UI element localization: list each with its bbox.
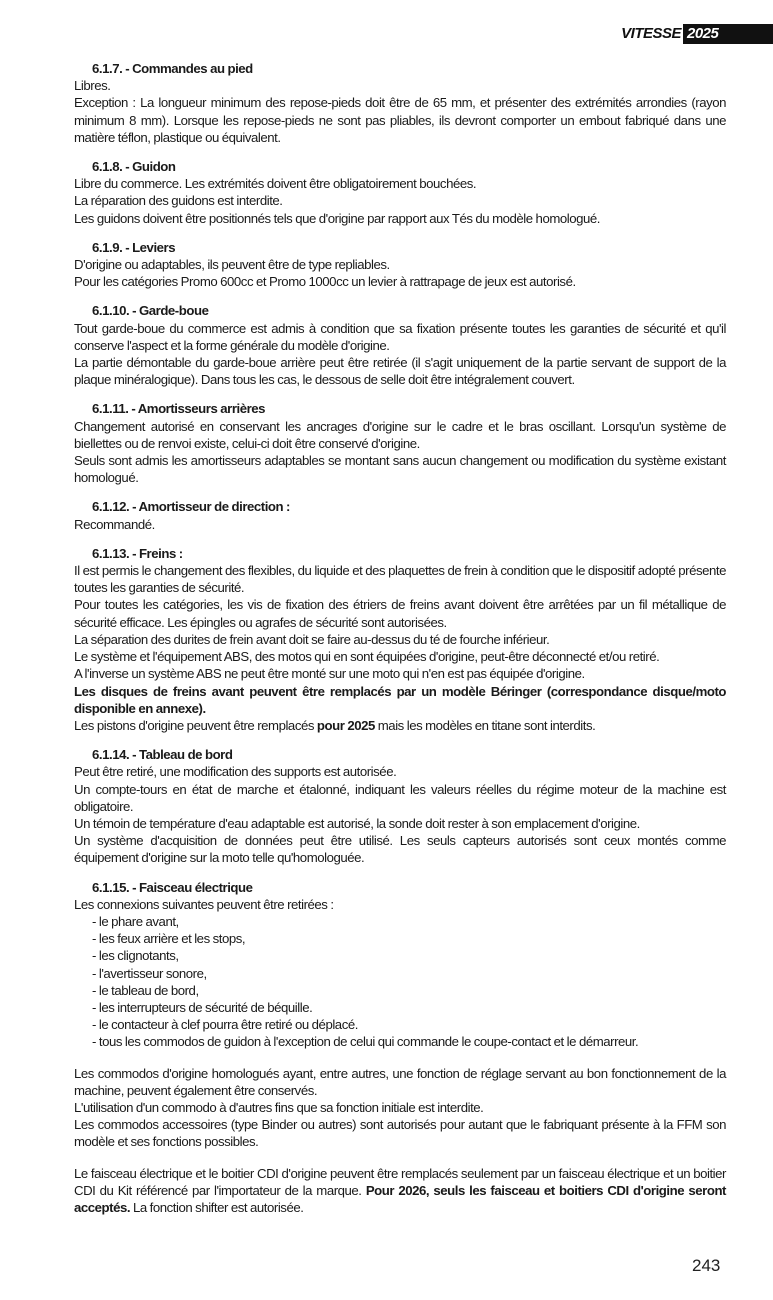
text-run: mais les modèles en titane sont interdits. xyxy=(374,717,596,733)
list-item: - les clignotants, xyxy=(92,948,179,964)
paragraph: Peut être retiré, une modification des supports est autorisée. xyxy=(74,764,397,780)
paragraph: Tout garde-boue du commerce est admis à condition que sa fixation présente toutes les garanties de sécurité et qu'il conserve l'aspect et la forme générale du modèle d'origine. xyxy=(74,320,726,353)
paragraph: Pour toutes les catégories, les vis de fixation des étriers de freins avant doivent être arrêtées par un fil métallique de sécurité efficace. Les épingles ou agrafes de sécurité sont autorisées. xyxy=(74,597,726,630)
section-6-1-11 xyxy=(74,400,726,486)
paragraph: La partie démontable du garde-boue arrière peut être retirée (il s'agit uniquement de la partie servant de support de la plaque minéralogique). Dans tous les cas, le dessous de selle doit être intégralement couvert. xyxy=(74,355,726,388)
list-item: - les interrupteurs de sécurité de béquille. xyxy=(92,999,313,1015)
spacer xyxy=(74,1051,726,1065)
paragraph: D'origine ou adaptables, ils peuvent être de type repliables. xyxy=(74,257,390,273)
section-title: 6.1.10. - Garde-boue xyxy=(92,303,209,319)
document-body xyxy=(74,60,726,1228)
removable-connections-list xyxy=(74,913,726,1051)
section-6-1-15 xyxy=(74,879,726,1217)
spacer xyxy=(74,1151,726,1165)
section-6-1-12 xyxy=(74,498,726,532)
section-title: 6.1.8. - Guidon xyxy=(92,159,176,175)
section-title: 6.1.9. - Leviers xyxy=(92,239,176,255)
list-item: - le phare avant, xyxy=(92,913,179,929)
paragraph: Un témoin de température d'eau adaptable est autorisé, la sonde doit rester à son emplacement d'origine. xyxy=(74,815,640,831)
paragraph xyxy=(74,1165,726,1217)
text-run-bold: pour 2025 xyxy=(316,717,375,733)
section-title: 6.1.11. - Amortisseurs arrières xyxy=(92,401,266,417)
paragraph: La séparation des durites de frein avant doit se faire au-dessus du té de fourche inférieur. xyxy=(74,631,550,647)
paragraph: Pour les catégories Promo 600cc et Promo 1000cc un levier à rattrapage de jeux est autorisé. xyxy=(74,274,576,290)
section-title: 6.1.14. - Tableau de bord xyxy=(92,747,233,763)
section-6-1-14 xyxy=(74,746,726,866)
paragraph xyxy=(74,717,726,734)
list-item: - tous les commodos de guidon à l'exception de celui qui commande le coupe-contact et le démarreur. xyxy=(92,1034,639,1050)
section-title: 6.1.7. - Commandes au pied xyxy=(92,61,253,76)
paragraph: A l'inverse un système ABS ne peut être monté sur une moto qui n'en est pas équipée d'origine. xyxy=(74,666,585,682)
list-item: - l'avertisseur sonore, xyxy=(92,965,207,981)
paragraph: Les guidons doivent être positionnés tels que d'origine par rapport aux Tés du modèle homologué. xyxy=(74,210,600,226)
text-run: La fonction shifter est autorisée. xyxy=(130,1199,304,1215)
list-item: - le tableau de bord, xyxy=(92,982,199,998)
paragraph: Changement autorisé en conservant les ancrages d'origine sur le cadre et le bras oscillant. Lorsqu'un système de biellettes ou de renvoi existe, celui-ci doit être conservé d'origine. xyxy=(74,418,726,451)
paragraph: Les connexions suivantes peuvent être retirées : xyxy=(74,896,334,912)
paragraph: Libres. xyxy=(74,78,111,94)
paragraph: Il est permis le changement des flexibles, du liquide et des plaquettes de frein à condition que le dispositif adopté présente toutes les garanties de sécurité. xyxy=(74,563,726,596)
paragraph: Recommandé. xyxy=(74,516,155,532)
paragraph: Les commodos d'origine homologués ayant, entre autres, une fonction de réglage servant au bon fonctionnement de la machine, peuvent également être conservés. xyxy=(74,1065,726,1098)
paragraph: Un système d'acquisition de données peut être utilisé. Les seuls capteurs autorisés sont ceux montés comme équipement d'origine sur la moto telle qu'homologuée. xyxy=(74,833,726,866)
text-run-bold: Pour 2026, seuls les faisceau et boitiers CDI d'origine seront acceptés. xyxy=(74,1182,726,1215)
paragraph: Exception : La longueur minimum des repose-pieds doit être de 65 mm, et présenter des extrémités arrondies (rayon minimum 8 mm). Lorsque les repose-pieds ne sont pas pliables, ils devront comporter un embout fabriqué dans une matière téflon, plastique ou équivalent. xyxy=(74,95,726,145)
paragraph: L'utilisation d'un commodo à d'autres fins que sa fonction initiale est interdite. xyxy=(74,1099,484,1115)
header-tag xyxy=(621,24,773,44)
paragraph: Seuls sont admis les amortisseurs adaptables se montant sans aucun changement ou modification du système existant homologué. xyxy=(74,453,726,486)
paragraph: Le système et l'équipement ABS, des motos qui en sont équipées d'origine, peut-être déconnecté et/ou retiré. xyxy=(74,649,660,665)
section-title: 6.1.15. - Faisceau électrique xyxy=(92,879,253,895)
section-title: 6.1.12. - Amortisseur de direction : xyxy=(92,499,291,515)
header-year-badge: 2025 xyxy=(683,24,773,44)
text-run: Le faisceau électrique et le boitier CDI d'origine peuvent être remplacés seulement par un faisceau électrique et un boitier CDI du Kit référencé par l'importateur de la marque. xyxy=(74,1165,726,1198)
text-run: Les pistons d'origine peuvent être remplacés xyxy=(74,717,317,733)
section-6-1-9 xyxy=(74,239,726,291)
page-number: 243 xyxy=(692,1256,721,1275)
paragraph: Les commodos accessoires (type Binder ou autres) sont autorisés pour autant que le fabriquant présente à la FFM son modèle et ses fonctions possibles. xyxy=(74,1117,726,1150)
list-item: - les feux arrière et les stops, xyxy=(92,931,246,947)
section-6-1-13 xyxy=(74,545,726,734)
section-title: 6.1.13. - Freins : xyxy=(92,545,183,561)
paragraph: La réparation des guidons est interdite. xyxy=(74,193,283,209)
paragraph: Libre du commerce. Les extrémités doivent être obligatoirement bouchées. xyxy=(74,176,477,192)
paragraph: Un compte-tours en état de marche et étalonné, indiquant les valeurs réelles du régime moteur de la machine est obligatoire. xyxy=(74,781,726,814)
header-title: VITESSE xyxy=(621,25,681,42)
section-6-1-8 xyxy=(74,158,726,227)
paragraph-bold: Les disques de freins avant peuvent être remplacés par un modèle Béringer (correspondance disque/moto disponible en annexe). xyxy=(74,683,726,716)
list-item: - le contacteur à clef pourra être retiré ou déplacé. xyxy=(92,1017,358,1033)
section-6-1-7 xyxy=(74,60,726,146)
section-6-1-10 xyxy=(74,302,726,388)
